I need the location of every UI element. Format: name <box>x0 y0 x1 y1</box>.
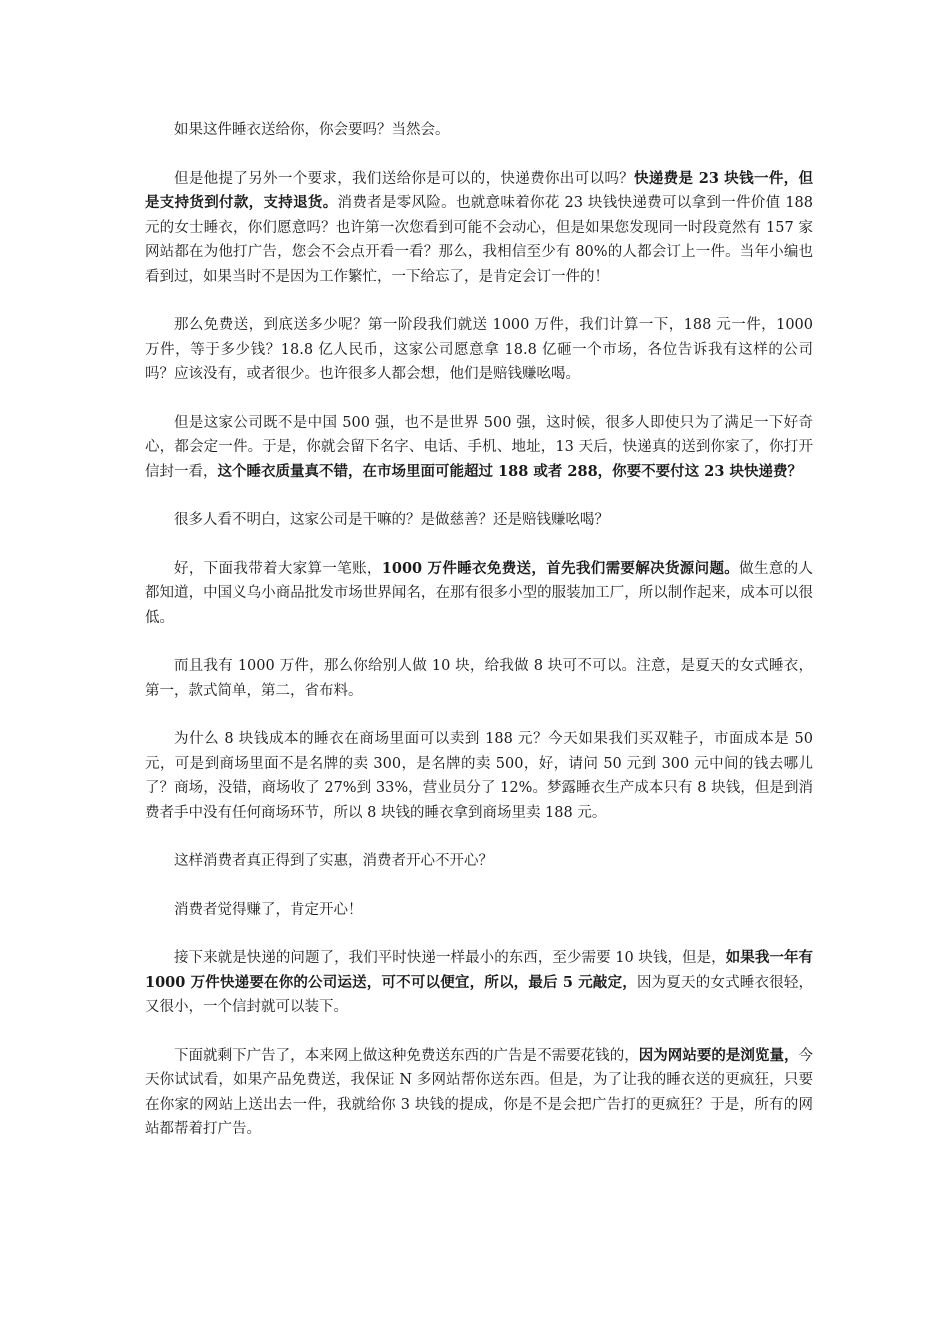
document-body <box>145 118 813 1142</box>
paragraph-12: 下面就剩下广告了，本来网上做这种免费送东西的广告是不需要花钱的，因为网站要的是浏览量，今天你试试看，如果产品免费送，我保证 N 多网站帮你送东西。但是，为了让我的睡衣送的更疯狂，只要在你家的网站上送出去一件，我就给你 3 块钱的提成，你是不是会把广告打的更疯狂？于是，所有的网站都帮着打广告。 <box>145 1046 814 1137</box>
paragraph-3: 那么免费送，到底送多少呢？第一阶段我们就送 1000 万件，我们计算一下，188 元一件，1000 万件，等于多少钱？18.8 亿人民币，这家公司愿意拿 18.8 亿砸一个市场，各位告诉我有这样的公司吗？应该没有，或者很少。也许很多人都会想，他们是赔钱赚吆喝。 <box>145 317 813 382</box>
paragraph-9: 这样消费者真正得到了实惠，消费者开心不开心？ <box>174 853 493 869</box>
paragraph-7: 而且我有 1000 万件，那么你给别人做 10 块，给我做 8 块可不可以。注意，是夏天的女式睡衣，第一，款式简单，第二，省布料。 <box>145 658 813 699</box>
paragraph-8: 为什么 8 块钱成本的睡衣在商场里面可以卖到 188 元？今天如果我们买双鞋子，市面成本是 50 元，可是到商场里面不是名牌的卖 300，是名牌的卖 500，好，请问 50 元到 300 元中间的钱去哪儿了？商场，没错，商场收了 27%到 33%，营业员分了 12%。梦露睡衣生产成本只有 8 块钱，但是到消费者手中没有任何商场环节，所以 8 块钱的睡衣拿到商场里卖 188 元。 <box>145 731 813 821</box>
paragraph-11: 接下来就是快递的问题了，我们平时快递一样最小的东西，至少需要 10 块钱，但是，如果我一年有 1000 万件快递要在你的公司运送，可不可以便宜，所以，最后 5 元敲定，因为夏天的女式睡衣很轻，又很小，一个信封就可以装下。 <box>145 949 814 1015</box>
paragraph-6: 好，下面我带着大家算一笔账，1000 万件睡衣免费送，首先我们需要解决货源问题。做生意的人都知道，中国义乌小商品批发市场世界闻名，在那有很多小型的服装加工厂，所以制作起来，成本可以很低。 <box>145 559 814 626</box>
paragraph-5: 很多人看不明白，这家公司是干嘛的？是做慈善？还是赔钱赚吆喝？ <box>174 512 609 528</box>
paragraph-4: 但是这家公司既不是中国 500 强，也不是世界 500 强，这时候，很多人即使只为了满足一下好奇心，都会定一件。于是，你就会留下名字、电话、手机、地址，13 天后，快递真的送到你家了，你打开信封一看，这个睡衣质量真不错，在市场里面可能超过 188 或者 288，你要不要付这 23 块快递费？ <box>145 414 813 480</box>
paragraph-10: 消费者觉得赚了，肯定开心！ <box>174 901 363 918</box>
paragraph-1: 如果这件睡衣送给你，你会要吗？当然会。 <box>174 122 450 138</box>
paragraph-2: 但是他提了另外一个要求，我们送给你是可以的，快递费你出可以吗？快递费是 23 块钱一件，但是支持货到付款，支持退货。消费者是零风险。也就意味着你花 23 块钱快递费可以拿到一件价值 188 元的女士睡衣，你们愿意吗？也许第一次您看到可能不会动心，但是如果您发现同一时段竟然有 157 家网站都在为他打广告，您会不会点开看一看？那么，我相信至少有 80%的人都会订上一件。当年小编也看到过，如果当时不是因为工作繁忙，一下给忘了，是肯定会订一件的！ <box>145 169 814 285</box>
